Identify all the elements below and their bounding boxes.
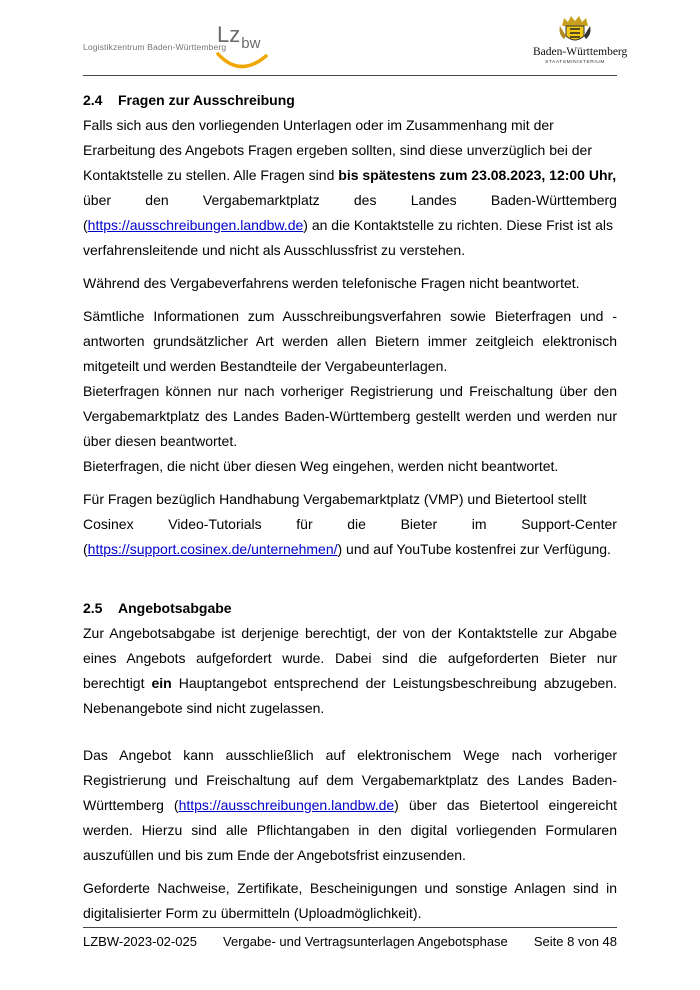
word: Baden-Württemberg <box>490 192 617 208</box>
text-line <box>83 537 617 562</box>
org-name-text: Logistikzentrum Baden-Württemberg <box>83 42 227 52</box>
footer-doc-title: Vergabe- und Vertragsunterlagen Angebotsphase <box>223 934 508 949</box>
text-line-content: ) an die Kontaktstelle zu richten. Diese Frist ist als <box>303 217 613 233</box>
state-ministry: STAATSMINISTERIUM <box>545 60 605 65</box>
paragraph-nachweise: Geforderte Nachweise, Zertifikate, Bescheinigungen und sonstige Anlagen sind in digitalisierter Form zu übermitteln (Uploadmöglichkeit). <box>83 880 617 921</box>
text-line-content: ( <box>83 217 88 233</box>
footer-doc-id: LZBW-2023-02-025 <box>83 934 197 949</box>
emphasis-text: ein <box>151 675 172 691</box>
text-line-justified <box>83 188 617 213</box>
word: Support-Center <box>521 516 617 532</box>
text-line-content: Für Fragen bezüglich Handhabung Vergabemarktplatz (VMP) und Bietertool stellt <box>83 491 587 507</box>
text-line-content: Erarbeitung des Angebots Fragen ergeben sollten, sind diese unverzüglich bei der <box>83 142 592 158</box>
header-divider <box>83 75 617 76</box>
word: im <box>471 516 487 532</box>
page-header <box>83 12 628 76</box>
text-line <box>83 138 617 163</box>
paragraph-registrierung: Bieterfragen können nur nach vorheriger Registrierung und Freischaltung über den Vergabemarktplatz des Landes Baden-Württemberg gestellt werden und werden nur über diesen beantwortet. <box>83 383 617 449</box>
cosinex-support-link[interactable]: https://support.cosinex.de/unternehmen/ <box>87 541 338 557</box>
state-logo <box>533 14 628 76</box>
paragraph-fragen-frist <box>83 113 617 263</box>
word: Cosinex <box>83 516 134 532</box>
word: für <box>296 516 313 532</box>
word: Vergabemarktplatz <box>202 192 320 208</box>
word: die <box>347 516 366 532</box>
state-name: Baden-Württemberg <box>533 46 628 58</box>
lzbw-logo-arc <box>218 54 266 67</box>
paragraph-berechtigung <box>83 621 617 721</box>
text-run: Das Angebot kann ausschließlich auf elektronischem Wege nach vorheriger Registrierung und Freischaltung auf dem Vergabemarktplatz des Landes Baden-Württemberg ( <box>83 747 617 813</box>
section-number: 2.5 <box>83 600 103 616</box>
text-line-content: Falls sich aus den vorliegenden Unterlagen oder im Zusammenhang mit der <box>83 117 554 133</box>
lzbw-logo-l: L <box>217 22 230 47</box>
text-line-justified <box>83 512 617 537</box>
page-footer <box>83 934 617 949</box>
footer-page-number: Seite 8 von 48 <box>533 934 617 949</box>
paragraph-nicht-beantwortet: Bieterfragen, die nicht über diesen Weg eingehen, werden nicht beantwortet. <box>83 458 559 474</box>
word: den <box>145 192 169 208</box>
paragraph-informationen: Sämtliche Informationen zum Ausschreibungsverfahren sowie Bieterfragen und -antworten grundsätzlicher Art werden allen Bietern immer zeitgleich elektronisch mitgeteilt und werden Bestandteile der Vergabeunterlagen. <box>83 308 617 374</box>
section-title: Fragen zur Ausschreibung <box>118 92 295 108</box>
paragraph-telefonische-fragen: Während des Vergabeverfahrens werden telefonische Fragen nicht beantwortet. <box>83 275 580 291</box>
text-line <box>83 238 617 263</box>
text-run: Hauptangebot entsprechend der Leistungsbeschreibung abzugeben. Nebenangebote sind nicht zugelassen. <box>83 675 617 716</box>
text-run: Zur Angebotsabgabe ist derjenige berechtigt, der von der Kontaktstelle zur Abgabe eines Angebots aufgefordert wurde. Dabei sind die aufgeforderten Bieter nur berechtigt <box>83 625 617 691</box>
lzbw-logo-wordmark <box>217 22 261 52</box>
deadline-text: bis spätestens zum 23.08.2023, 12:00 Uhr, <box>338 167 617 183</box>
section-number: 2.4 <box>83 92 103 108</box>
vmp-link-2[interactable]: https://ausschreibungen.landbw.de <box>178 797 395 813</box>
footer-divider <box>83 927 617 928</box>
lzbw-logo <box>214 14 270 74</box>
text-line <box>83 113 617 138</box>
word: über <box>83 192 112 208</box>
text-line <box>83 487 617 512</box>
lzbw-logo-z: z <box>229 22 241 47</box>
lzbw-logo-bw: bw <box>241 35 261 52</box>
page-content <box>83 88 617 926</box>
paragraph-cosinex <box>83 487 617 562</box>
text-line-content: verfahrensleitende und nicht als Ausschlussfrist zu verstehen. <box>83 242 466 258</box>
word: des <box>353 192 377 208</box>
word: Landes <box>410 192 457 208</box>
word: Bieter <box>400 516 438 532</box>
word: Video-Tutorials <box>168 516 262 532</box>
vmp-link[interactable]: https://ausschreibungen.landbw.de <box>87 217 304 233</box>
text-line-content: ( <box>83 541 88 557</box>
section-title: Angebotsabgabe <box>118 600 232 616</box>
text-run: ) über das Bietertool eingereicht werden. Hierzu sind alle Pflichtangaben in den digital vorliegenden Formularen auszufüllen und bis zum Ende der Angebotsfrist einzusenden. <box>83 797 617 863</box>
section-heading-2-4 <box>83 88 617 113</box>
section-heading-2-5 <box>83 596 617 621</box>
paragraph-elektronisch <box>83 743 617 868</box>
text-line-content: Kontaktstelle zu stellen. Alle Fragen sind <box>83 167 339 183</box>
coat-of-arms-icon <box>558 14 592 44</box>
text-line-content: ) und auf YouTube kostenfrei zur Verfügung. <box>337 541 611 557</box>
text-line <box>83 163 617 188</box>
text-line <box>83 213 617 238</box>
